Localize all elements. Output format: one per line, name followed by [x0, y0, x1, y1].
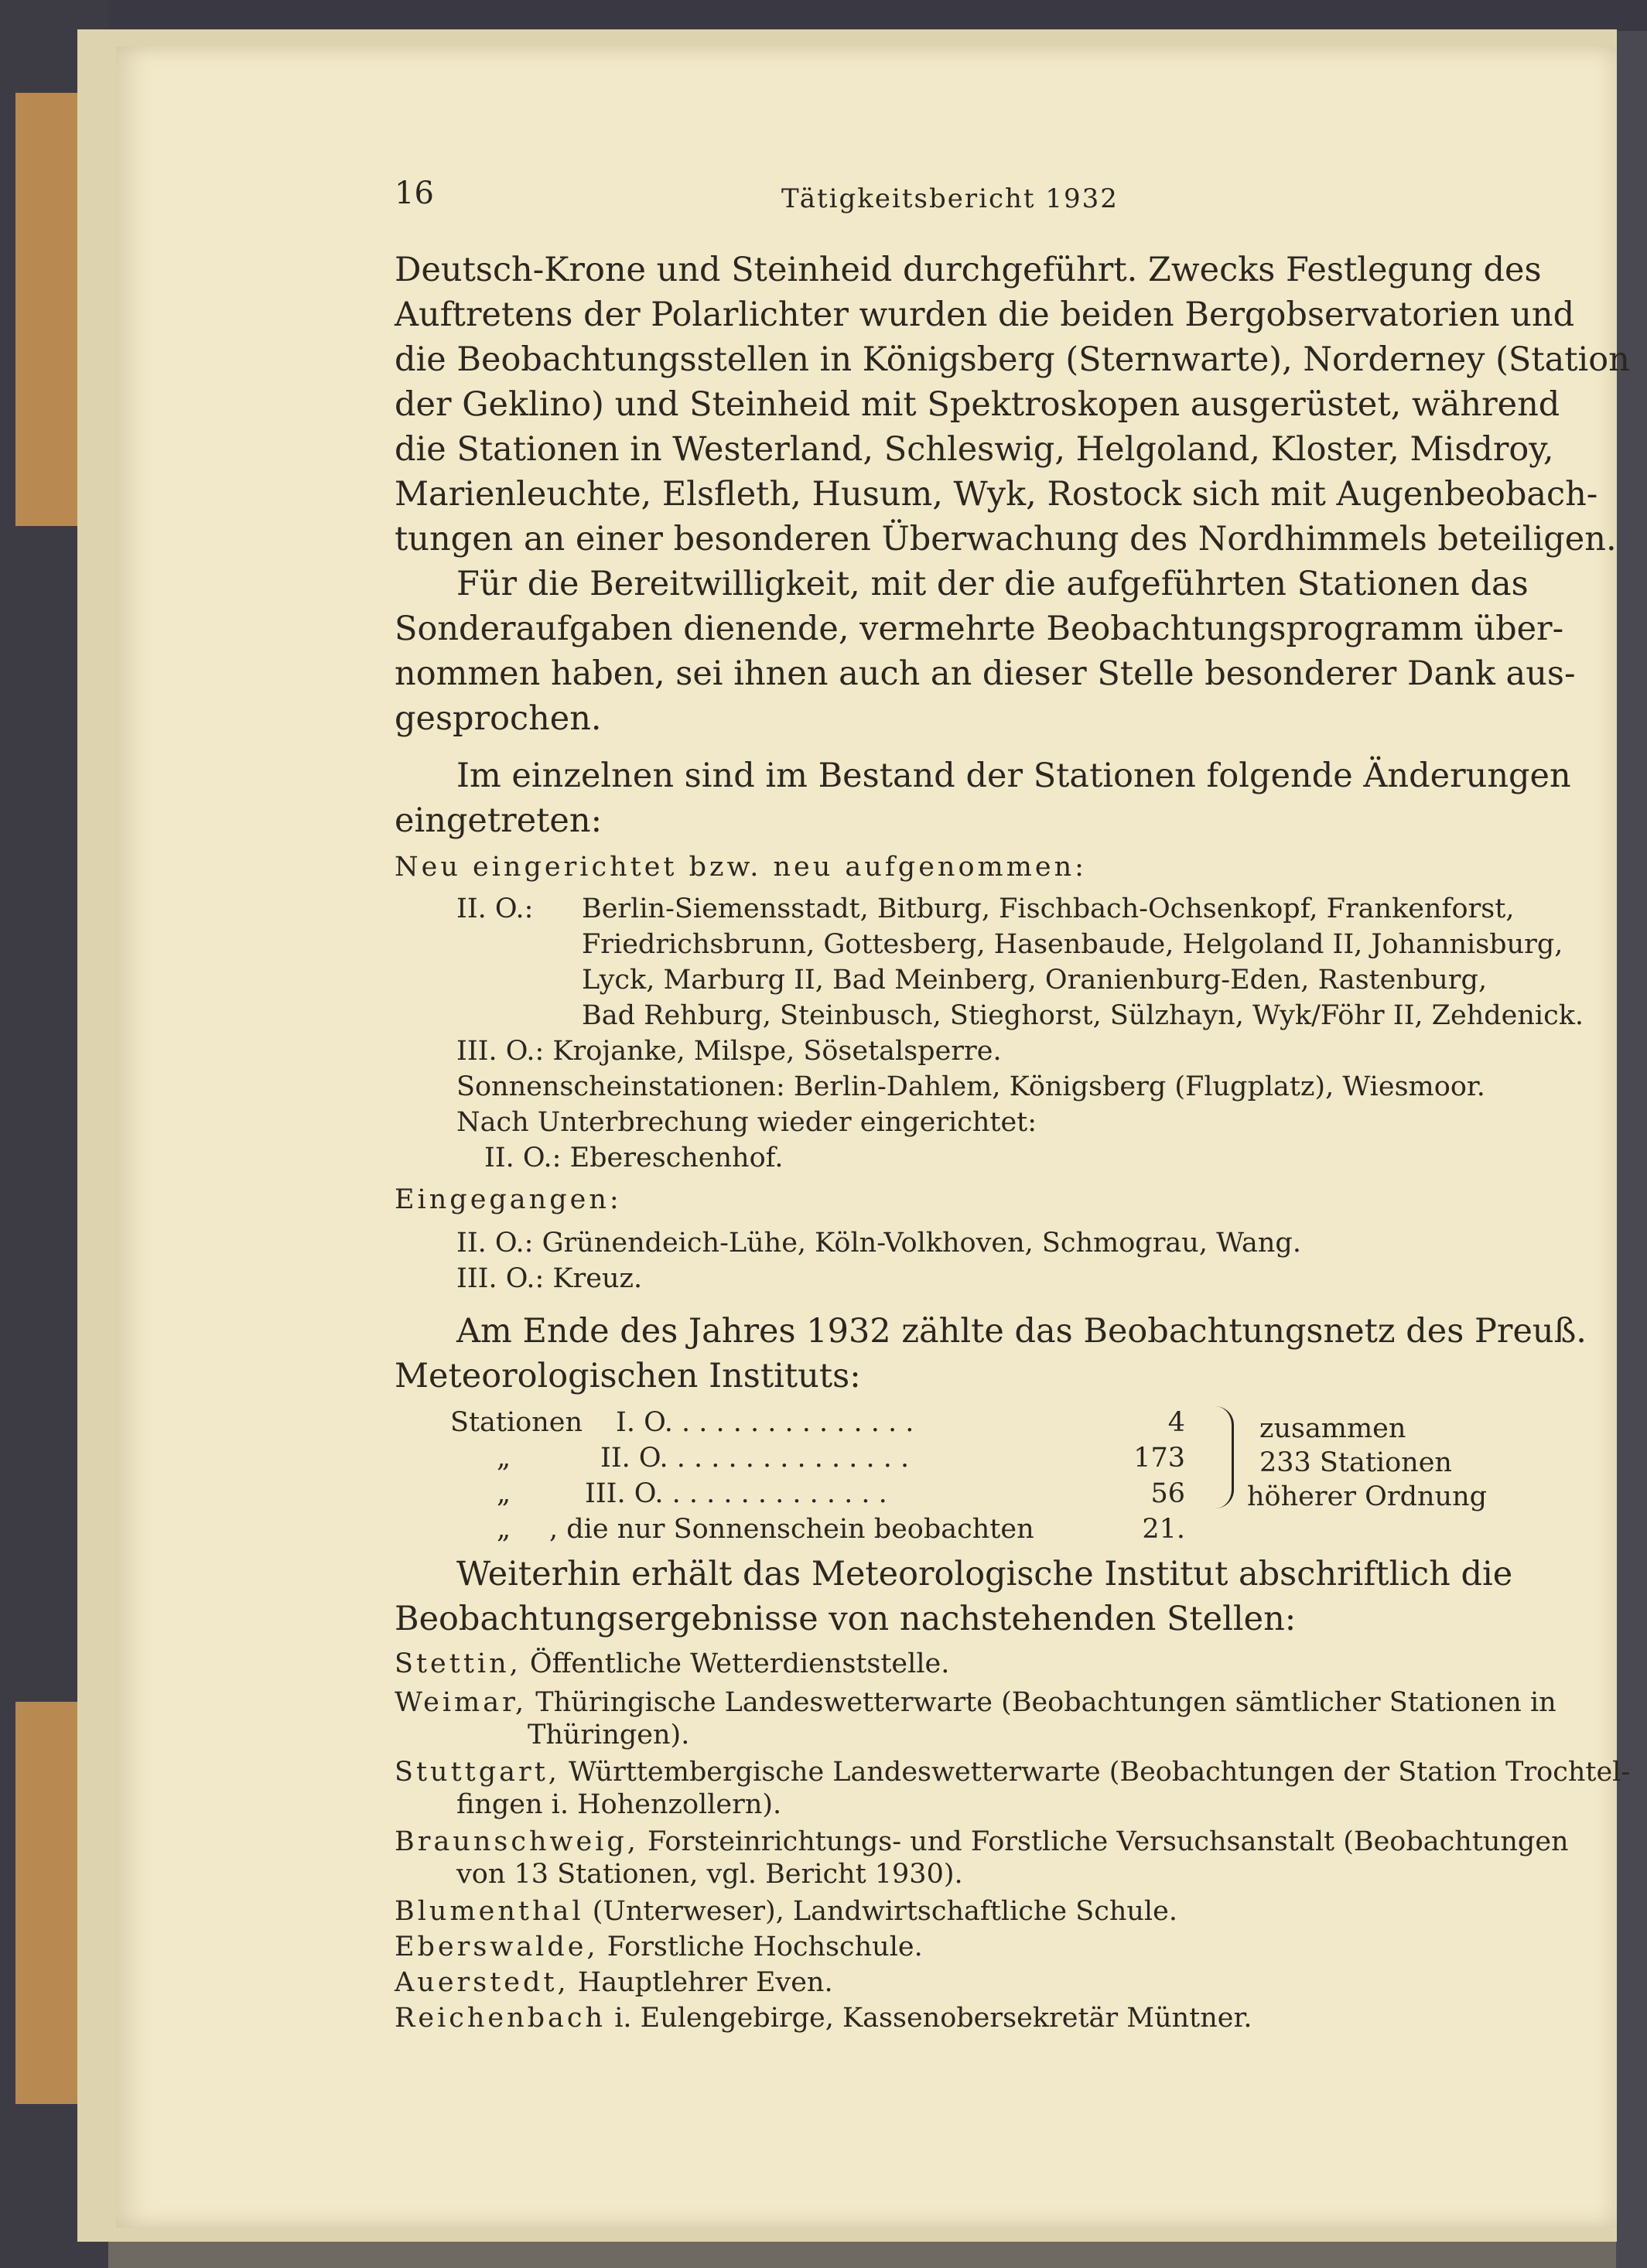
source-text: Forsteinrichtungs- und Forstliche Versuchsanstalt (Beobachtungen	[638, 1826, 1569, 1857]
subsection-heading: Nach Unterbrechung wieder eingerichtet:	[456, 1107, 1037, 1138]
station-list-line: Friedrichsbrunn, Gottesberg, Hasenbaude, Helgoland II, Johannisburg,	[582, 929, 1563, 960]
station-list-line: III. O.: Kreuz.	[456, 1263, 643, 1294]
source-text: Hauptlehrer Even.	[569, 1967, 833, 1998]
table-row-value: 4	[1167, 1407, 1185, 1438]
source-entry	[395, 1969, 833, 1996]
table-row-prefix: Stationen	[450, 1407, 583, 1438]
text-line: der Geklino) und Steinheid mit Spektroskopen ausgerüstet, während	[395, 385, 1560, 424]
section-heading: Eingegangen:	[395, 1184, 622, 1215]
source-place: Reichenbach	[395, 2003, 607, 2034]
source-entry	[395, 1826, 1569, 1857]
table-row-label: III. O. . . . . . . . . . . . . .	[585, 1478, 887, 1509]
text-line: Beobachtungsergebnisse von nachstehenden Stellen:	[395, 1600, 1297, 1638]
station-list-line: III. O.: Krojanke, Milspe, Sösetalsperre.	[456, 1036, 1002, 1067]
total-note: zusammen	[1259, 1413, 1406, 1444]
source-text: Forstliche Hochschule.	[598, 1932, 923, 1962]
text-line: Am Ende des Jahres 1932 zählte das Beobachtungsnetz des Preuß.	[456, 1312, 1587, 1351]
text-line: die Stationen in Westerland, Schleswig, Helgoland, Kloster, Misdroy,	[395, 430, 1554, 469]
source-entry	[395, 1648, 950, 1679]
order-label: II. O.:	[456, 893, 534, 924]
source-continuation: von 13 Stationen, vgl. Bericht 1930).	[456, 1859, 963, 1890]
text-line: Deutsch-Krone und Steinheid durchgeführt. Zwecks Festlegung des	[395, 251, 1542, 289]
source-place: Blumenthal	[395, 1896, 584, 1927]
brace-bracket	[1213, 1406, 1234, 1508]
source-place: Auerstedt,	[395, 1967, 569, 1998]
table-row-prefix: „	[497, 1514, 511, 1545]
text-line: Weiterhin erhält das Meteorologische Institut abschriftlich die	[456, 1555, 1513, 1593]
table-row-value: 173	[1133, 1443, 1185, 1474]
table-row-prefix: „	[497, 1478, 511, 1509]
station-list-line: Berlin-Siemensstadt, Bitburg, Fischbach-Ochsenkopf, Frankenforst,	[582, 893, 1515, 924]
station-list-line: Bad Rehburg, Steinbusch, Stieghorst, Sülzhayn, Wyk/Föhr II, Zehdenick.	[582, 1000, 1584, 1031]
station-list-line: Lyck, Marburg II, Bad Meinberg, Oranienburg-Eden, Rastenburg,	[582, 965, 1488, 996]
source-place: Weimar,	[395, 1687, 528, 1718]
table-row-label: , die nur Sonnenschein beobachten	[549, 1514, 1034, 1545]
text-line: Meteorologischen Instituts:	[395, 1357, 861, 1395]
source-entry	[395, 1689, 1556, 1716]
source-entry	[395, 1898, 1177, 1925]
table-row-label: II. O. . . . . . . . . . . . . . .	[600, 1443, 910, 1474]
source-place: Stuttgart,	[395, 1757, 560, 1788]
source-entry	[395, 2005, 1252, 2032]
cover-corner-top	[15, 93, 85, 526]
text-line: Für die Bereitwilligkeit, mit der die aufgeführten Stationen das	[456, 565, 1529, 603]
station-list-line: II. O.: Grünendeich-Lühe, Köln-Volkhoven, Schmograu, Wang.	[456, 1228, 1301, 1259]
source-place: Braunschweig,	[395, 1826, 639, 1857]
source-place: Eberswalde,	[395, 1932, 599, 1962]
text-line: Sonderaufgaben dienende, vermehrte Beobachtungsprogramm über-	[395, 610, 1564, 648]
table-row-prefix: „	[497, 1443, 511, 1474]
text-line: Auftretens der Polarlichter wurden die beiden Bergobservatorien und	[395, 295, 1575, 334]
source-place: Stettin,	[395, 1648, 521, 1679]
section-heading: Neu eingerichtet bzw. neu aufgenommen:	[395, 852, 1087, 883]
station-list-line: Sonnenscheinstationen: Berlin-Dahlem, Königsberg (Flugplatz), Wiesmoor.	[456, 1071, 1485, 1102]
page-number: 16	[395, 176, 434, 211]
total-note: 233 Stationen	[1259, 1447, 1452, 1478]
text-line: die Beobachtungsstellen in Königsberg (Sternwarte), Norderney (Station	[395, 340, 1630, 379]
source-text: (Unterweser), Landwirtschaftliche Schule.	[583, 1896, 1177, 1927]
source-text: Öffentliche Wetterdienststelle.	[521, 1648, 950, 1679]
running-title: Tätigkeitsbericht 1932	[781, 183, 1119, 214]
table-row-label: I. O. . . . . . . . . . . . . . .	[616, 1407, 914, 1438]
text-line: Im einzelnen sind im Bestand der Stationen folgende Änderungen	[456, 757, 1571, 795]
text-line: nommen haben, sei ihnen auch an dieser Stelle besonderer Dank aus-	[395, 654, 1576, 693]
text-line: Marienleuchte, Elsfleth, Husum, Wyk, Rostock sich mit Augenbeobach-	[395, 475, 1598, 514]
station-list-line: II. O.: Ebereschenhof.	[484, 1143, 784, 1173]
text-line: gesprochen.	[395, 699, 602, 738]
source-text: Thüringische Landeswetterwarte (Beobachtungen sämtlicher Stationen in	[527, 1687, 1556, 1718]
source-text: i. Eulengebirge, Kassenobersekretär Müntner.	[606, 2003, 1252, 2034]
source-continuation: fingen i. Hohenzollern).	[456, 1789, 782, 1820]
table-row-value: 56	[1150, 1478, 1185, 1509]
source-entry	[395, 1934, 923, 1961]
cover-corner-bottom	[15, 1702, 85, 2104]
document-page	[116, 46, 1631, 2228]
text-line: tungen an einer besonderen Überwachung des Nordhimmels beteiligen.	[395, 520, 1617, 558]
source-entry	[395, 1759, 1630, 1786]
source-text: Württembergische Landeswetterwarte (Beobachtungen der Station Trochtel-	[559, 1757, 1631, 1788]
table-row-value: 21.	[1142, 1514, 1185, 1545]
source-continuation: Thüringen).	[528, 1720, 690, 1751]
total-note: höherer Ordnung	[1247, 1481, 1488, 1512]
text-line: eingetreten:	[395, 801, 603, 840]
